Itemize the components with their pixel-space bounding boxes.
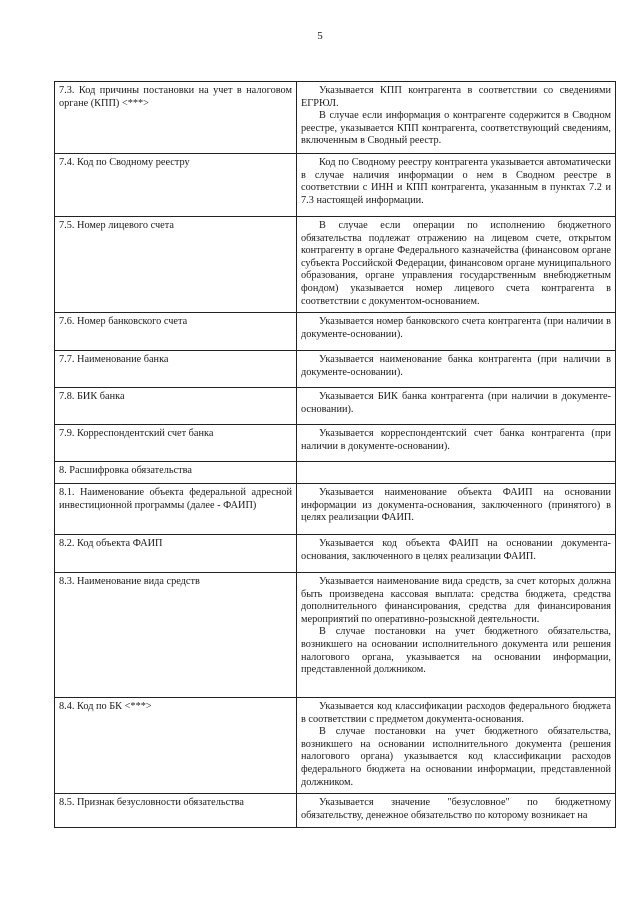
description-paragraph: Указывается код классификации расходов федерального бюджета в соответствии с предметом документа-основания. (301, 701, 611, 725)
table-row (55, 462, 616, 484)
table-row (55, 794, 616, 828)
section-heading-cell (55, 462, 297, 484)
description-paragraph: Указывается значение "безусловное" по бюджетному обязательству, денежное обязательство по которому возникает на (301, 797, 611, 821)
field-label: 7.8. БИК банка (59, 391, 125, 402)
field-description-cell (297, 425, 616, 462)
field-description-cell (297, 698, 616, 794)
field-description-cell (297, 535, 616, 573)
description-paragraph: Указывается код объекта ФАИП на основании документа-основания, заключенного в целях реализации ФАИП. (301, 538, 611, 562)
description-paragraph: В случае если операции по исполнению бюджетного обязательства подлежат отражению на лицевом счете, открытом контрагенту в органе Федерального казначейства (финансовом органе субъекта Российской Федерации, финансовом органе муниципального образования, органе управления государственным внебюджетным фондом) указывается номер лицевого счета контрагента в соответствии с документом-основанием. (301, 220, 611, 307)
table-row (55, 82, 616, 154)
description-paragraph: Указывается КПП контрагента в соответствии со сведениями ЕГРЮЛ. (301, 85, 611, 109)
field-description-cell (297, 217, 616, 313)
field-label-cell (55, 351, 297, 388)
description-paragraph: Указывается номер банковского счета контрагента (при наличии в документе-основании). (301, 316, 611, 340)
field-label-cell (55, 388, 297, 425)
field-label: 8.2. Код объекта ФАИП (59, 538, 163, 549)
field-label-cell (55, 794, 297, 828)
description-paragraph: Указывается корреспондентский счет банка контрагента (при наличии в документе-основании). (301, 428, 611, 452)
field-label: 7.9. Корреспондентский счет банка (59, 428, 214, 439)
field-label: 7.5. Номер лицевого счета (59, 220, 174, 231)
field-label: 8.3. Наименование вида средств (59, 576, 200, 587)
description-paragraph: Указывается наименование банка контрагента (при наличии в документе-основании). (301, 354, 611, 378)
instructions-table (54, 81, 616, 828)
field-label-cell (55, 217, 297, 313)
field-label: 8.4. Код по БК <***> (59, 701, 152, 712)
field-label: 7.3. Код причины постановки на учет в налоговом органе (КПП) <***> (59, 85, 292, 109)
field-label-cell (55, 313, 297, 351)
field-label-cell (55, 82, 297, 154)
description-paragraph: Указывается наименование объекта ФАИП на основании информации из документа-основания, заключенного (принятого) в целях реализации ФАИП. (301, 487, 611, 524)
table-row (55, 388, 616, 425)
field-description-cell (297, 388, 616, 425)
table-row (55, 351, 616, 388)
field-label-cell (55, 154, 297, 217)
page-number: 5 (317, 30, 323, 42)
field-label: 8.1. Наименование объекта федеральной адресной инвестиционной программы (далее - ФАИП) (59, 487, 292, 511)
description-paragraph: Указывается БИК банка контрагента (при наличии в документе-основании). (301, 391, 611, 415)
empty-cell (297, 462, 616, 484)
table-row (55, 573, 616, 698)
field-label-cell (55, 535, 297, 573)
table-row (55, 698, 616, 794)
field-label: 7.4. Код по Сводному реестру (59, 157, 190, 168)
description-paragraph: В случае если информация о контрагенте содержится в Сводном реестре, указывается КПП контрагента, соответствующий сведениям, включенным в Сводный реестр. (301, 110, 611, 147)
table-row (55, 313, 616, 351)
field-label-cell (55, 698, 297, 794)
field-description-cell (297, 484, 616, 535)
field-description-cell (297, 82, 616, 154)
field-description-cell (297, 573, 616, 698)
field-description-cell (297, 794, 616, 828)
table-row (55, 425, 616, 462)
field-label: 8.5. Признак безусловности обязательства (59, 797, 244, 808)
description-paragraph: Указывается наименование вида средств, за счет которых должна быть произведена кассовая выплата: средства бюджета, средства дополнительного финансирования, средства для финансирования мероприятий по оперативно-розыскной деятельности. (301, 576, 611, 625)
section-heading: 8. Расшифровка обязательства (59, 465, 192, 476)
table-row (55, 535, 616, 573)
field-label-cell (55, 484, 297, 535)
field-label: 7.6. Номер банковского счета (59, 316, 188, 327)
description-paragraph: Код по Сводному реестру контрагента указывается автоматически в случае наличия информации о нем в Сводном реестре в соответствии с ИНН и КПП контрагента, указанным в пунктах 7.2 и 7.3 настоящей информации. (301, 157, 611, 206)
description-paragraph: В случае постановки на учет бюджетного обязательства, возникшего на основании исполнительного документа (решения налогового органа) указывается код классификации расходов федерального бюджета на основании информации, представленной должником. (301, 726, 611, 788)
field-label-cell (55, 425, 297, 462)
field-description-cell (297, 313, 616, 351)
field-description-cell (297, 351, 616, 388)
description-paragraph: В случае постановки на учет бюджетного обязательства, возникшего на основании исполнительного документа или решения налогового органа, указывается на основании информации, представленной должником. (301, 626, 611, 676)
table-row (55, 484, 616, 535)
table-row (55, 217, 616, 313)
table-row (55, 154, 616, 217)
field-label: 7.7. Наименование банка (59, 354, 169, 365)
field-description-cell (297, 154, 616, 217)
field-label-cell (55, 573, 297, 698)
